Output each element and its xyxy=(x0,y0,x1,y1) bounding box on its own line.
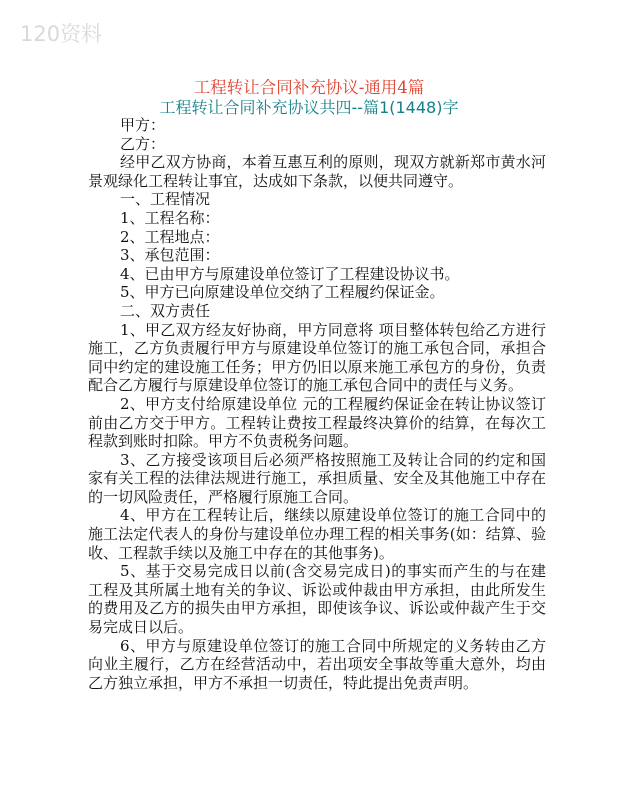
list-item: 3、承包范围： xyxy=(120,246,220,265)
list-item: 1、工程名称： xyxy=(120,208,220,227)
clause-paragraph: 2、甲方支付给原建设单位 元的工程履约保证金在转让协议签订前由乙方交于甲方。工程转让费按工程最终决算价的结算，在每次工程款到账时扣除。甲方不负责税务问题。 xyxy=(88,394,546,451)
watermark-logo: 120资料 xyxy=(20,22,103,46)
clause-paragraph: 5、基于交易完成日以前(含交易完成日)的事实而产生的与在建工程及其所属土地有关的争议、诉讼或仲裁由甲方承担，由此所发生的费用及乙方的损失由甲方承担，即使该争议、诉讼或仲裁产生于交易完成日以后。 xyxy=(88,562,546,637)
clause-paragraph: 4、甲方在工程转让后，继续以原建设单位签订的施工合同中的施工法定代表人的身份与建设单位办理工程的相关事务(如：结算、验收、工程款手续以及施工中存在的其他事务)。 xyxy=(88,506,546,562)
list-item: 2、工程地点： xyxy=(120,227,220,246)
list-item: 5、甲方已向原建设单位交纳了工程履约保证金。 xyxy=(120,283,445,302)
clause-paragraph: 6、甲方与原建设单位签订的施工合同中所规定的义务转由乙方向业主履行，乙方在经营活动中，若出项安全事故等重大意外，均由乙方独立承担，甲方不承担一切责任，特此提出免责声明。 xyxy=(88,636,546,692)
section-heading: 二、双方责任 xyxy=(120,301,211,320)
party-b-line: 乙方： xyxy=(120,134,166,153)
party-a-line: 甲方： xyxy=(120,116,166,134)
list-item: 4、已由甲方与原建设单位签订了工程建设协议书。 xyxy=(120,264,460,283)
clause-paragraph: 3、乙方接受该项目后必须严格按照施工及转让合同的约定和国家有关工程的法律法规进行施工，承担质量、安全及其他施工中存在的一切风险责任，严格履行原施工合同。 xyxy=(88,450,546,506)
document-subtitle: 工程转让合同补充协议共四--篇1(1448)字 xyxy=(159,98,459,117)
document-title: 工程转让合同补充协议-通用4篇 xyxy=(193,78,425,97)
clause-paragraph: 1、甲乙双方经友好协商，甲方同意将 项目整体转包给乙方进行施工，乙方负责履行甲方与原建设单位签订的施工承包合同，承担合同中约定的建设施工任务；甲方仍旧以原来施工承包方的身份，负责配合乙方履行与原建设单位签订的施工承包合同中的责任与义务。 xyxy=(88,320,546,395)
intro-paragraph: 经甲乙双方协商，本着互惠互利的原则，现双方就新郑市黄水河景观绿化工程转让事宜，达成如下条款，以便共同遵守。 xyxy=(88,153,546,190)
document-body xyxy=(88,116,546,692)
section-heading: 一、工程情况 xyxy=(120,190,211,209)
